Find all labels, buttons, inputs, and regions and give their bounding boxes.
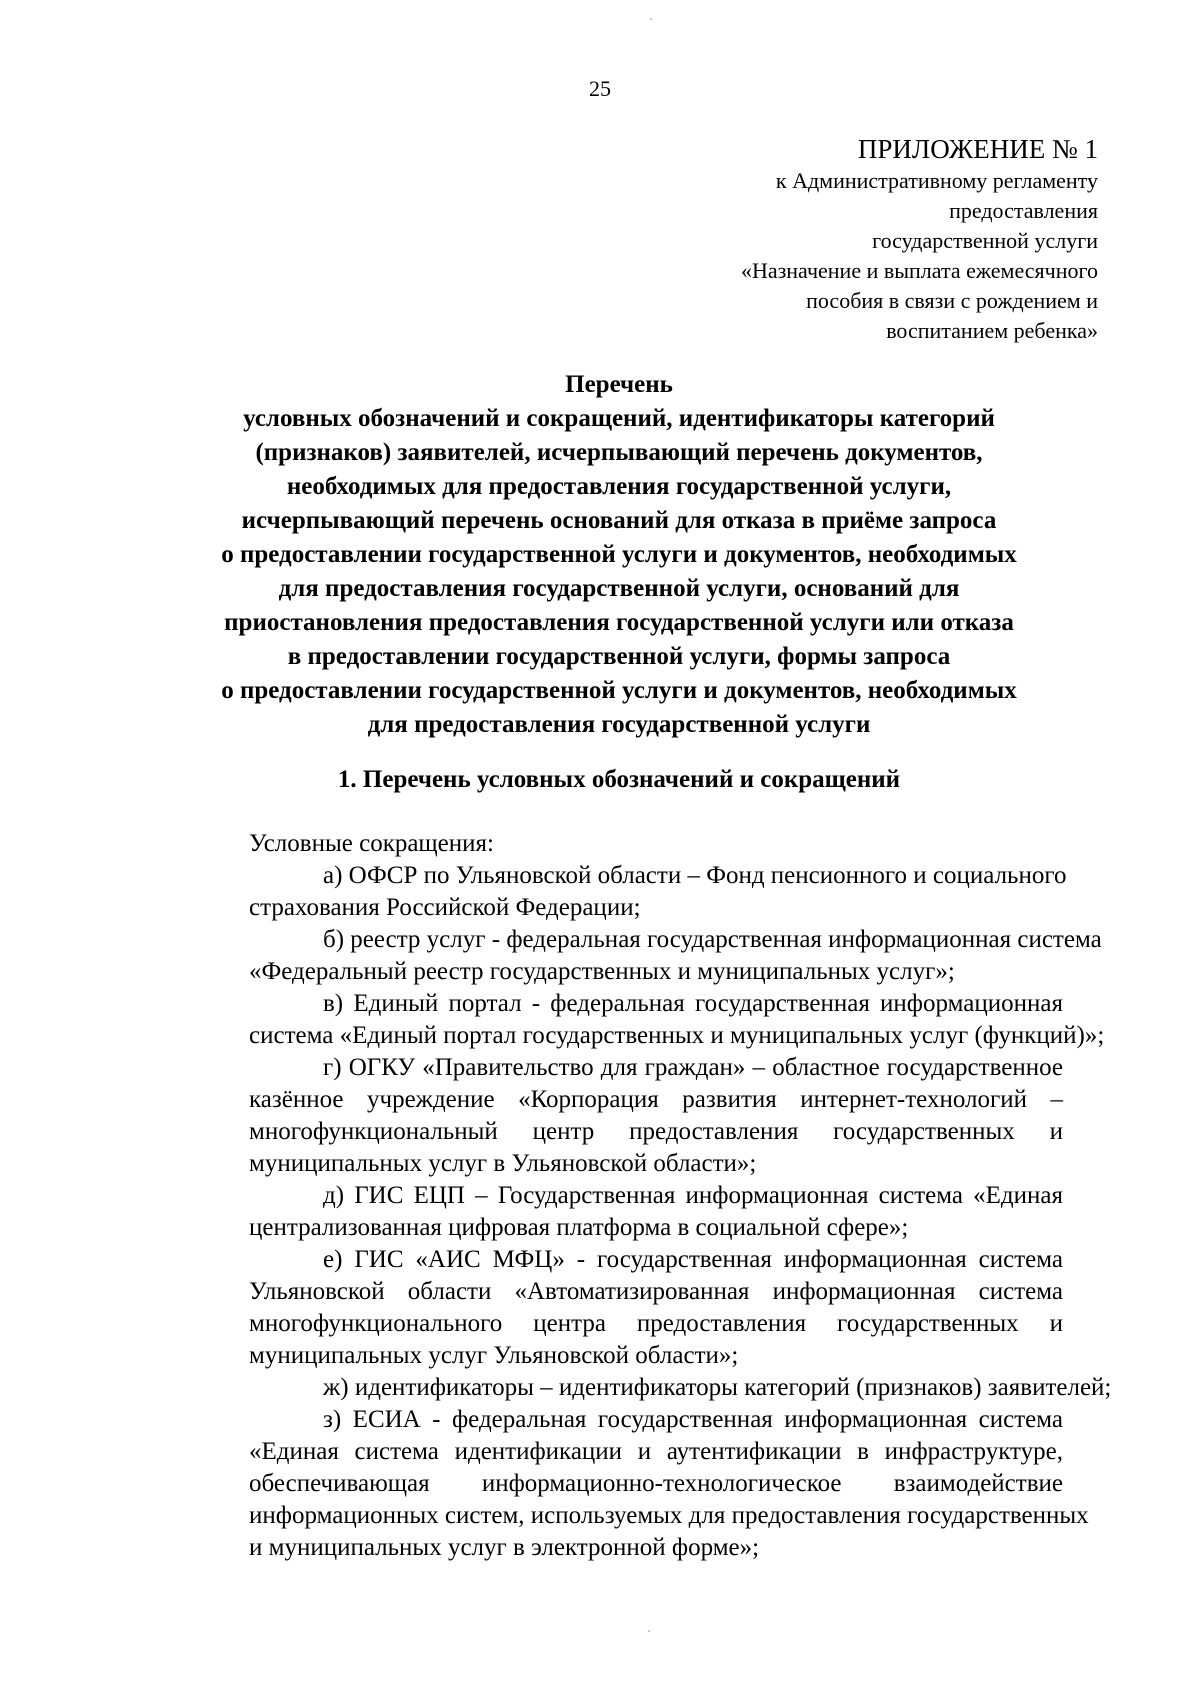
section-heading: 1. Перечень условных обозначений и сокращений: [337, 766, 901, 793]
title-line: условных обозначений и сокращений, идентификаторы категорий: [243, 405, 995, 432]
abbreviations-list: [175, 828, 1112, 1564]
text-line: муниципальных услуг Ульяновской области»;: [249, 1342, 739, 1369]
appendix-line: пособия в связи с рождением и: [806, 288, 1098, 313]
title-line: для предоставления государственной услуги, оснований для: [278, 575, 960, 602]
text-line: ж) идентификаторы – идентификаторы категорий (признаков) заявителей;: [323, 1374, 1112, 1401]
appendix-line: к Административному регламенту: [775, 168, 1098, 193]
text-line: страхования Российской Федерации;: [249, 894, 641, 921]
abbreviation-item: [175, 860, 1067, 924]
text-line: в) Единый портал - федеральная государственная информационная: [323, 990, 1063, 1017]
text-line: муниципальных услуг в Ульяновской области»;: [249, 1150, 757, 1177]
abbreviation-item: [175, 1404, 1089, 1564]
abbreviation-item: [175, 1180, 1063, 1244]
document-title: [170, 368, 1068, 742]
title-line: для предоставления государственной услуги: [367, 711, 871, 738]
text-line: многофункционального центра предоставления государственных и: [249, 1310, 1063, 1337]
title-line: Перечень: [565, 371, 673, 398]
appendix-line: «Назначение и выплата ежемесячного: [740, 258, 1098, 283]
text-line: б) реестр услуг - федеральная государственная информационная система: [323, 926, 1102, 953]
title-line: о предоставлении государственной услуги и документов, необходимых: [221, 541, 1017, 568]
text-line: г) ОГКУ «Правительство для граждан» – областное государственное: [323, 1054, 1063, 1081]
text-line: централизованная цифровая платформа в социальной сфере»;: [249, 1214, 909, 1241]
abbreviation-item: [175, 1052, 1063, 1180]
title-line: в предоставлении государственной услуги, формы запроса: [287, 643, 951, 670]
text-line: система «Единый портал государственных и муниципальных услуг (функций)»;: [249, 1022, 1105, 1049]
text-line: е) ГИС «АИС МФЦ» - государственная информационная система: [323, 1246, 1063, 1273]
scan-speck: [650, 18, 652, 20]
appendix-line: воспитанием ребенка»: [886, 318, 1098, 343]
title-line: о предоставлении государственной услуги и документов, необходимых: [221, 677, 1017, 704]
text-line: «Федеральный реестр государственных и муниципальных услуг»;: [249, 958, 955, 985]
scan-speck: [648, 1630, 650, 1632]
text-line: з) ЕСИА - федеральная государственная информационная система: [323, 1406, 1063, 1433]
title-line: (признаков) заявителей, исчерпывающий перечень документов,: [255, 439, 983, 466]
appendix-header: [538, 132, 1098, 346]
appendix-line: государственной услуги: [872, 228, 1098, 253]
text-line: обеспечивающая информационно-технологическое взаимодействие: [249, 1470, 1063, 1497]
text-line: а) ОФСР по Ульяновской области – Фонд пенсионного и социального: [323, 862, 1067, 889]
intro-text: Условные сокращения:: [249, 830, 494, 857]
title-line: приостановления предоставления государственной услуги или отказа: [224, 609, 1014, 636]
text-line: Ульяновской области «Автоматизированная информационная система: [249, 1278, 1063, 1305]
appendix-line: предоставления: [949, 198, 1098, 223]
text-line: и муниципальных услуг в электронной форме»;: [249, 1534, 760, 1561]
text-line: казённое учреждение «Корпорация развития интернет-технологий –: [249, 1086, 1063, 1113]
title-line: исчерпывающий перечень оснований для отказа в приёме запроса: [241, 507, 997, 534]
text-line: информационных систем, используемых для предоставления государственных: [249, 1502, 1089, 1529]
abbreviation-item: [175, 924, 1102, 988]
text-line: д) ГИС ЕЦП – Государственная информационная система «Единая: [323, 1182, 1063, 1209]
title-line: необходимых для предоставления государственной услуги,: [286, 473, 952, 500]
abbreviation-item: [175, 1372, 1112, 1404]
page-number: 25: [589, 76, 611, 101]
text-line: «Единая система идентификации и аутентификации в инфраструктуре,: [249, 1438, 1063, 1465]
appendix-title: ПРИЛОЖЕНИЕ № 1: [857, 134, 1098, 164]
abbreviation-item: [175, 1244, 1063, 1372]
text-line: многофункциональный центр предоставления государственных и: [249, 1118, 1063, 1145]
abbreviation-item: [175, 988, 1105, 1052]
